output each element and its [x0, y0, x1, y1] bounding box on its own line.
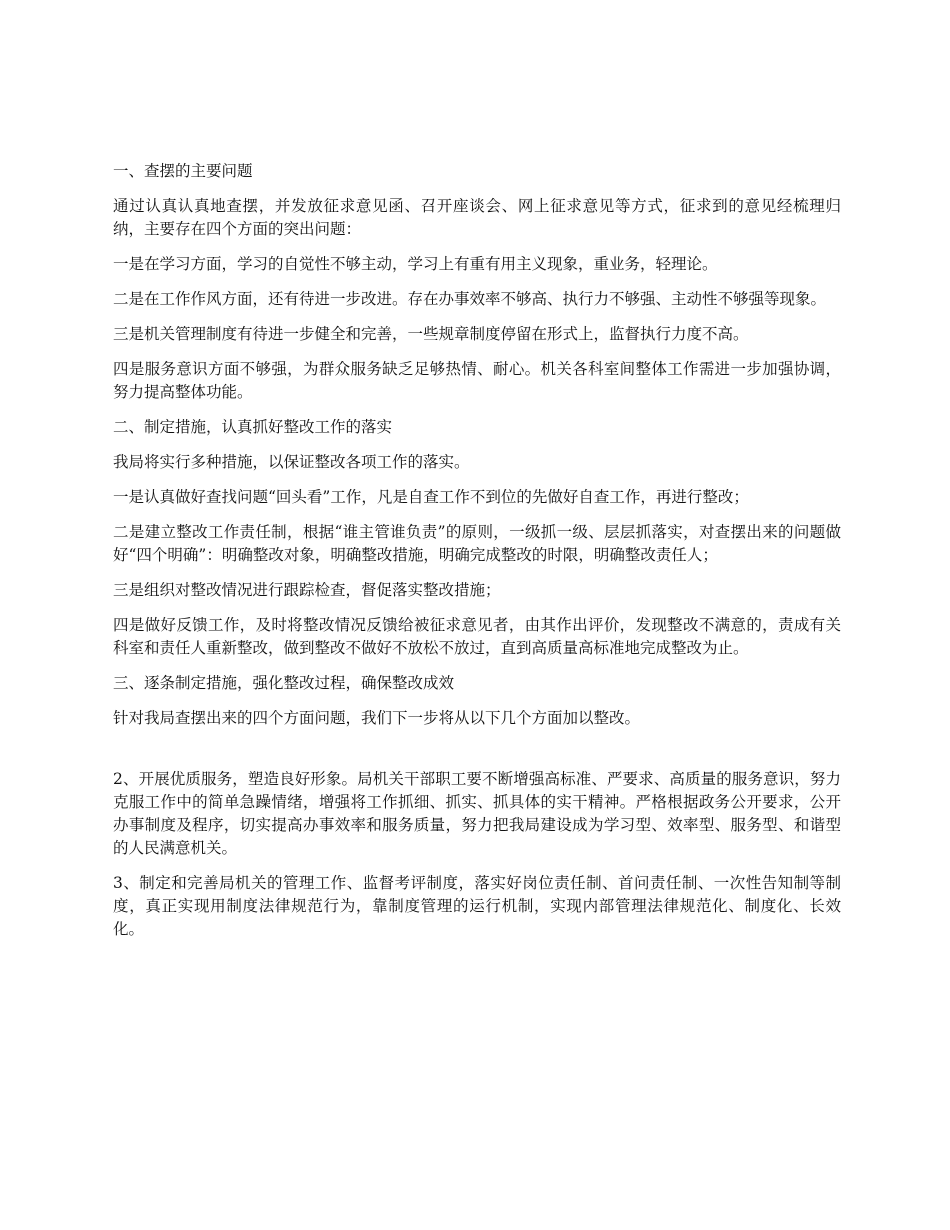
paragraph-item-3: 3、制定和完善局机关的管理工作、监督考评制度，落实好岗位责任制、首问责任制、一次性告知制等制度，真正实现用制度法律规范行为，靠制度管理的运行机制，实现内部管理法律规范化、制度化、长效化。 [113, 874, 841, 938]
paragraph-problem-study: 一是在学习方面，学习的自觉性不够主动，学习上有重有用主义现象，重业务，轻理论。 [113, 255, 718, 273]
paragraph-measures-intro: 我局将实行多种措施，以保证整改各项工作的落实。 [113, 453, 470, 471]
paragraph-problem-style: 二是在工作作风方面，还有待进一步改进。存在办事效率不够高、执行力不够强、主动性不够强等现象。 [113, 290, 827, 308]
paragraph-rectification-intro: 针对我局查摆出来的四个方面问题，我们下一步将从以下几个方面加以整改。 [113, 709, 641, 727]
paragraph-measure-responsibility: 二是建立整改工作责任制，根据“谁主管谁负责”的原则，一级抓一级、层层抓落实，对查摆出来的问题做好“四个明确”：明确整改对象，明确整改措施，明确完成整改的时限，明确整改责任人； [113, 523, 841, 564]
paragraph-measure-inspection: 三是组织对整改情况进行跟踪检查，督促落实整改措施； [113, 581, 501, 599]
paragraph-problem-service: 四是服务意识方面不够强，为群众服务缺乏足够热情、耐心。机关各科室间整体工作需进一步加强协调，努力提高整体功能。 [113, 360, 841, 401]
section-heading-measures: 二、制定措施，认真抓好整改工作的落实 [113, 418, 393, 436]
document-body [113, 160, 841, 953]
section-heading-rectification: 三、逐条制定措施，强化整改过程，确保整改成效 [113, 674, 455, 692]
paragraph-item-2: 2、开展优质服务，塑造良好形象。局机关干部职工要不断增强高标准、严要求、高质量的服务意识，努力克服工作中的简单急躁情绪，增强将工作抓细、抓实、抓具体的实干精神。严格根据政务公开要求，公开办事制度及程序，切实提高办事效率和服务质量，努力把我局建设成为学习型、效率型、服务型、和谐型的人民满意机关。 [113, 770, 841, 857]
paragraph-measure-review: 一是认真做好查找问题“回头看”工作，凡是自查工作不到位的先做好自查工作，再进行整改； [113, 488, 749, 506]
paragraph-problem-management: 三是机关管理制度有待进一步健全和完善，一些规章制度停留在形式上，监督执行力度不高。 [113, 325, 749, 343]
spacer [113, 742, 841, 768]
paragraph-intro: 通过认真认真地查摆，并发放征求意见函、召开座谈会、网上征求意见等方式，征求到的意见经梳理归纳，主要存在四个方面的突出问题： [113, 197, 841, 238]
paragraph-measure-feedback: 四是做好反馈工作，及时将整改情况反馈给被征求意见者，由其作出评价，发现整改不满意的，责成有关科室和责任人重新整改，做到整改不做好不放松不放过，直到高质量高标准地完成整改为止。 [113, 616, 841, 657]
section-heading-problems: 一、查摆的主要问题 [113, 162, 253, 180]
